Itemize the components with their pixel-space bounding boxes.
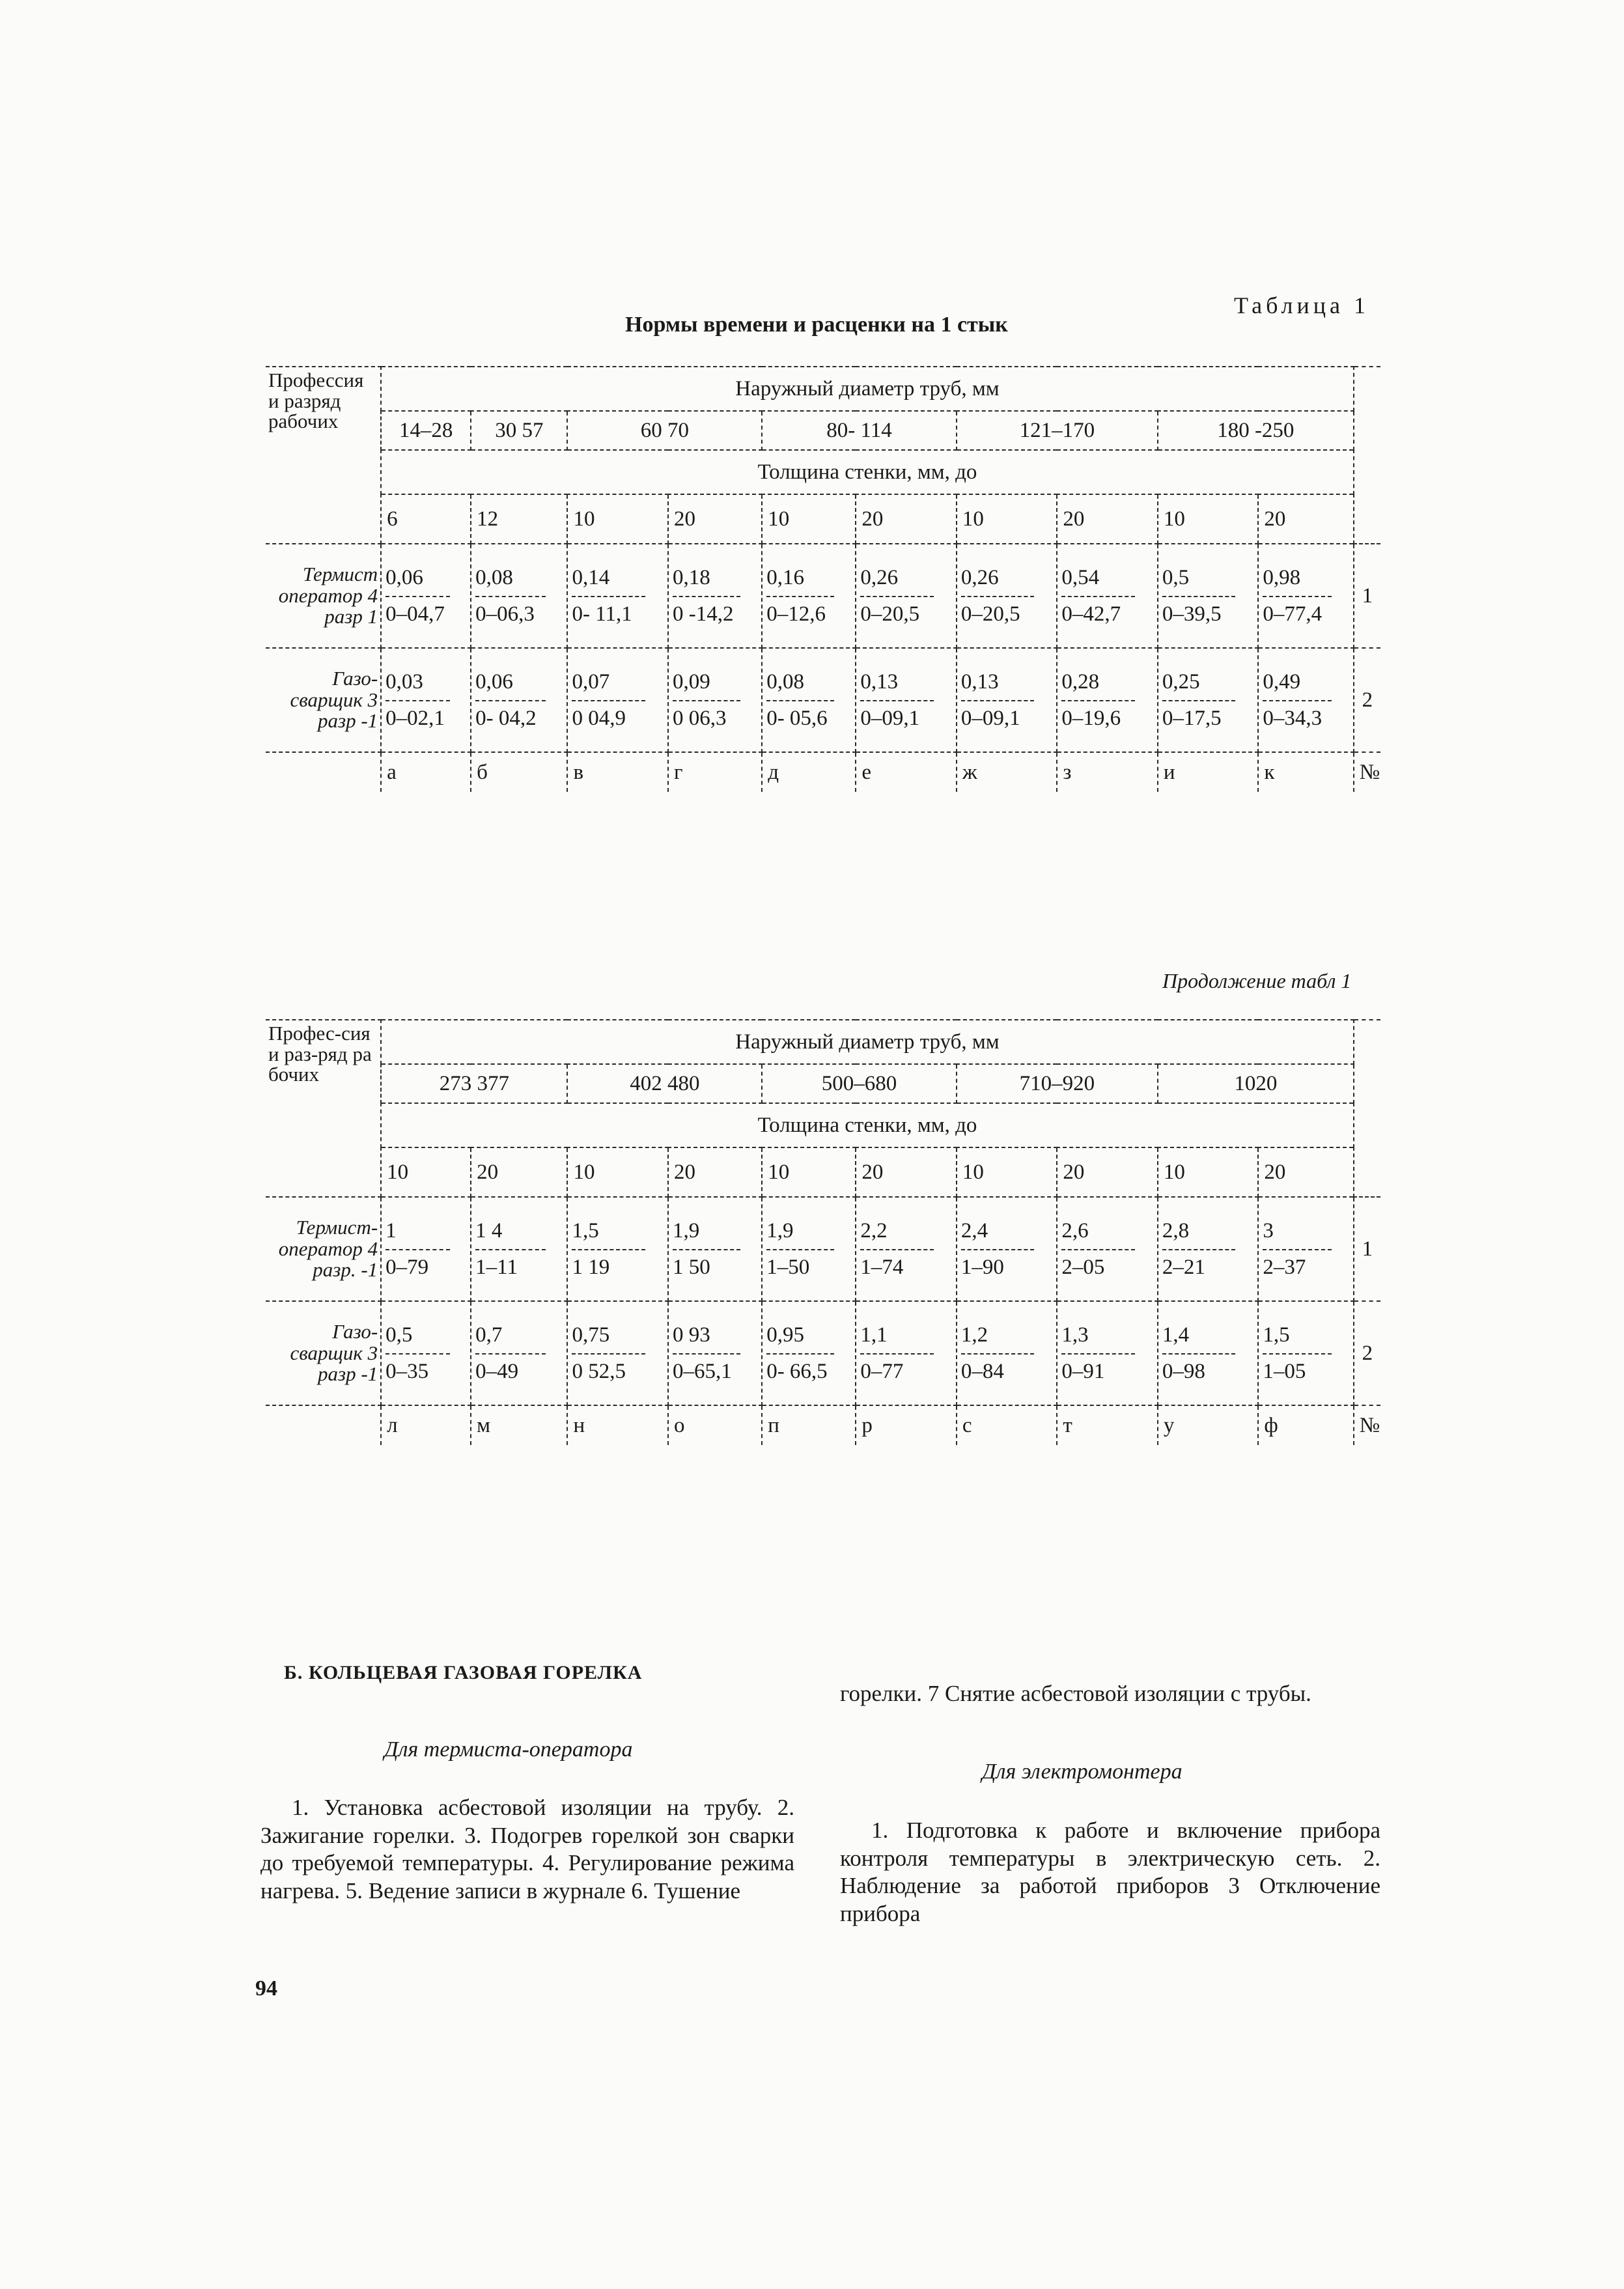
value-cell: 0,14 0- 11,1 xyxy=(567,544,668,648)
value-cell: 0,06 0- 04,2 xyxy=(471,648,567,752)
diameter-cell: 500–680 xyxy=(762,1064,957,1103)
value-cell: 1,5 1–05 xyxy=(1258,1301,1353,1405)
diameter-cell: 60 70 xyxy=(567,411,762,450)
number-label: № xyxy=(1354,752,1380,792)
row-number: 2 xyxy=(1354,648,1380,752)
row-number: 1 xyxy=(1354,1197,1380,1301)
wall-cell: 10 xyxy=(1158,494,1259,544)
table-title: Нормы времени и расценки на 1 стык xyxy=(625,313,1008,337)
value-cell: 3 2–37 xyxy=(1258,1197,1353,1301)
value-cell: 0,18 0 -14,2 xyxy=(668,544,762,648)
value-cell: 0,75 0 52,5 xyxy=(567,1301,668,1405)
value-cell: 0,09 0 06,3 xyxy=(668,648,762,752)
value-cell: 1,9 1 50 xyxy=(668,1197,762,1301)
wall-header: Толщина стенки, мм, до xyxy=(381,450,1354,494)
role-welder: Газо-сварщик 3 разр -1 xyxy=(266,1301,381,1405)
wall-cell: 20 xyxy=(668,494,762,544)
value-cell: 0 93 0–65,1 xyxy=(668,1301,762,1405)
wall-cell: 20 xyxy=(668,1147,762,1197)
value-cell: 1,3 0–91 xyxy=(1057,1301,1158,1405)
value-cell: 0,5 0–35 xyxy=(381,1301,471,1405)
value-cell: 0,08 0- 05,6 xyxy=(762,648,856,752)
column-letter: ф xyxy=(1258,1405,1353,1445)
wall-cell: 10 xyxy=(1158,1147,1259,1197)
value-cell: 0,7 0–49 xyxy=(471,1301,567,1405)
value-cell: 0,26 0–20,5 xyxy=(856,544,957,648)
wall-cell: 20 xyxy=(856,494,957,544)
value-cell: 0,16 0–12,6 xyxy=(762,544,856,648)
diameter-cell: 121–170 xyxy=(957,411,1158,450)
diameter-cell: 402 480 xyxy=(567,1064,762,1103)
wall-cell: 20 xyxy=(1057,494,1158,544)
value-cell: 2,8 2–21 xyxy=(1158,1197,1259,1301)
diameter-cell: 30 57 xyxy=(471,411,567,450)
column-letter: з xyxy=(1057,752,1158,792)
column-letter: т xyxy=(1057,1405,1158,1445)
profession-header: Профессия и разряд рабочих xyxy=(266,367,381,544)
diameter-header: Наружный диаметр труб, мм xyxy=(381,1020,1354,1064)
value-cell: 0,13 0–09,1 xyxy=(957,648,1057,752)
column-letter: с xyxy=(957,1405,1057,1445)
profession-header: Профес-сия и раз-ряд ра бочих xyxy=(266,1020,381,1197)
page-number: 94 xyxy=(255,1976,277,2001)
column-letter: к xyxy=(1258,752,1353,792)
value-cell: 0,13 0–09,1 xyxy=(856,648,957,752)
wall-cell: 10 xyxy=(762,494,856,544)
value-cell: 1,9 1–50 xyxy=(762,1197,856,1301)
spacer xyxy=(266,752,381,792)
column-letter: о xyxy=(668,1405,762,1445)
value-cell: 1,2 0–84 xyxy=(957,1301,1057,1405)
value-cell: 0,25 0–17,5 xyxy=(1158,648,1259,752)
column-letter: ж xyxy=(957,752,1057,792)
wall-cell: 10 xyxy=(957,494,1057,544)
value-cell: 1,5 1 19 xyxy=(567,1197,668,1301)
subheading-thermist: Для термиста-оператора xyxy=(384,1737,633,1762)
wall-cell: 10 xyxy=(567,494,668,544)
spacer xyxy=(1354,1020,1380,1197)
value-cell: 1,4 0–98 xyxy=(1158,1301,1259,1405)
value-cell: 0,07 0 04,9 xyxy=(567,648,668,752)
wall-cell: 6 xyxy=(381,494,471,544)
table-number: Таблица 1 xyxy=(1234,292,1369,318)
paragraph-continuation: горелки. 7 Снятие асбестовой изоляции с трубы. xyxy=(840,1681,1311,1706)
wall-cell: 20 xyxy=(471,1147,567,1197)
wall-cell: 20 xyxy=(1057,1147,1158,1197)
value-cell: 0,5 0–39,5 xyxy=(1158,544,1259,648)
value-cell: 0,08 0–06,3 xyxy=(471,544,567,648)
value-cell: 0,54 0–42,7 xyxy=(1057,544,1158,648)
diameter-cell: 273 377 xyxy=(381,1064,567,1103)
wall-cell: 20 xyxy=(1258,1147,1353,1197)
role-thermist: Термист-оператор 4 разр. -1 xyxy=(266,1197,381,1301)
value-cell: 0,98 0–77,4 xyxy=(1258,544,1353,648)
column-letter: и xyxy=(1158,752,1259,792)
column-letter: р xyxy=(856,1405,957,1445)
wall-header: Толщина стенки, мм, до xyxy=(381,1103,1354,1147)
value-cell: 0,03 0–02,1 xyxy=(381,648,471,752)
subheading-electrician: Для электромонтера xyxy=(982,1760,1183,1784)
column-letter: б xyxy=(471,752,567,792)
diameter-cell: 14–28 xyxy=(381,411,471,450)
diameter-header: Наружный диаметр труб, мм xyxy=(381,367,1354,411)
wall-cell: 20 xyxy=(1258,494,1353,544)
role-welder: Газо-сварщик 3 разр -1 xyxy=(266,648,381,752)
spacer xyxy=(266,1405,381,1445)
value-cell: 1,1 0–77 xyxy=(856,1301,957,1405)
spacer xyxy=(1354,367,1380,544)
row-number: 2 xyxy=(1354,1301,1380,1405)
column-letter: у xyxy=(1158,1405,1259,1445)
paragraph-thermist: 1. Установка асбестовой изоляции на трубу. 2. Зажигание горелки. 3. Подогрев горелкой зон сварки до требуемой температуры. 4. Регулирование режима нагрева. 5. Ведение записи в журнале 6. Тушение xyxy=(260,1795,794,1904)
paragraph-electrician: 1. Подготовка к работе и включение прибора контроля температуры в электрическую сеть. 2. Наблюдение за работой приборов 3 Отключение прибора xyxy=(840,1818,1380,1927)
column-letter: д xyxy=(762,752,856,792)
column-letter: л xyxy=(381,1405,471,1445)
value-cell: 1 0–79 xyxy=(381,1197,471,1301)
value-cell: 0,49 0–34,3 xyxy=(1258,648,1353,752)
diameter-cell: 710–920 xyxy=(957,1064,1158,1103)
value-cell: 2,6 2–05 xyxy=(1057,1197,1158,1301)
column-letter: а xyxy=(381,752,471,792)
value-cell: 1 4 1–11 xyxy=(471,1197,567,1301)
wall-cell: 20 xyxy=(856,1147,957,1197)
wall-cell: 10 xyxy=(762,1147,856,1197)
row-number: 1 xyxy=(1354,544,1380,648)
value-cell: 0,06 0–04,7 xyxy=(381,544,471,648)
wall-cell: 10 xyxy=(567,1147,668,1197)
diameter-cell: 180 -250 xyxy=(1158,411,1354,450)
value-cell: 2,4 1–90 xyxy=(957,1197,1057,1301)
norm-table-1 xyxy=(266,366,1380,792)
value-cell: 2,2 1–74 xyxy=(856,1197,957,1301)
wall-cell: 10 xyxy=(381,1147,471,1197)
diameter-cell: 1020 xyxy=(1158,1064,1354,1103)
continuation-note: Продолжение табл 1 xyxy=(1162,969,1352,992)
value-cell: 0,28 0–19,6 xyxy=(1057,648,1158,752)
norm-table-2 xyxy=(266,1019,1380,1445)
column-letter: н xyxy=(567,1405,668,1445)
column-letter: г xyxy=(668,752,762,792)
diameter-cell: 80- 114 xyxy=(762,411,957,450)
role-thermist: Термист оператор 4 разр 1 xyxy=(266,544,381,648)
value-cell: 0,95 0- 66,5 xyxy=(762,1301,856,1405)
column-letter: е xyxy=(856,752,957,792)
section-heading: Б. КОЛЬЦЕВАЯ ГАЗОВАЯ ГОРЕЛКА xyxy=(284,1662,643,1683)
wall-cell: 12 xyxy=(471,494,567,544)
column-letter: м xyxy=(471,1405,567,1445)
column-letter: в xyxy=(567,752,668,792)
value-cell: 0,26 0–20,5 xyxy=(957,544,1057,648)
column-letter: п xyxy=(762,1405,856,1445)
number-label: № xyxy=(1354,1405,1380,1445)
wall-cell: 10 xyxy=(957,1147,1057,1197)
